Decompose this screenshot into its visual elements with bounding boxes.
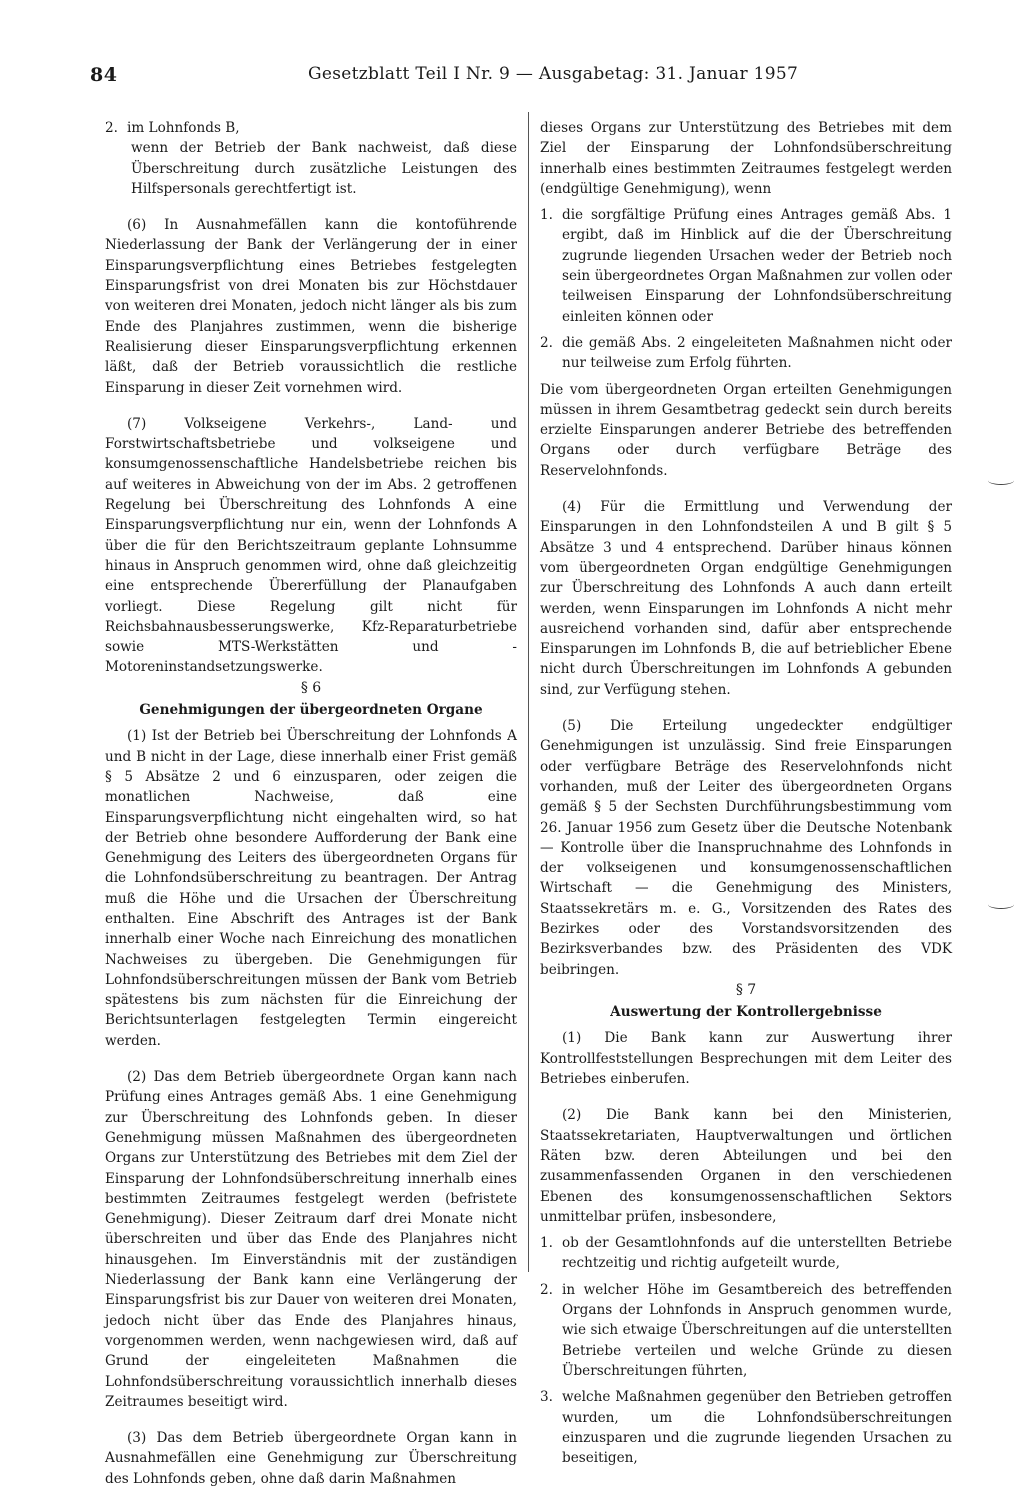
right-column xyxy=(540,118,952,1468)
list-item xyxy=(540,333,952,374)
item-body: wenn der Betrieb der Bank nachweist, daß diese Überschreitung durch zusätzliche Leistungen des Hilfspersonals gerechtfertigt ist. xyxy=(131,140,517,197)
list-item xyxy=(540,205,952,327)
item-text: die gemäß Abs. 2 eingeleiteten Maßnahmen nicht oder nur teilweise zum Erfolg führten. xyxy=(562,334,952,372)
running-title: Gesetzblatt Teil I Nr. 9 — Ausgabetag: 31. Januar 1957 xyxy=(308,64,799,84)
item-heading: im Lohnfonds B, xyxy=(127,120,240,136)
item-number: 3. xyxy=(540,1389,553,1406)
section-6-paragraph-2: (2) Das dem Betrieb übergeordnete Organ kann nach Prüfung eines Antrages gemäß Abs. 1 eine Genehmigung zur Überschreitung des Lohnfonds geben. In dieser Genehmigung müssen Maßnahmen des übergeordneten Organs zur Unterstützung des Betriebes mit dem Ziel der Einsparung der Lohnfondsüberschreitung innerhalb eines bestimmten Zeitraumes festgelegt werden (befristete Genehmigung). Dieser Zeitraum darf drei Monate nicht überschreiten und über das Ende des Planjahres nicht hinausgehen. Im Einverständnis mit der zuständigen Niederlassung der Bank kann eine Verlängerung der Einsparungsfrist bis zur Dauer von weiteren drei Monaten, jedoch nicht über das Ende des Planjahres hinaus, vorgenommen werden, wenn nachgewiesen wird, daß auf Grund der eingeleiteten Maßnahmen die Lohnfondsüberschreitung voraussichtlich innerhalb dieses Zeitraumes beseitigt wird. xyxy=(105,1069,517,1410)
item-number: 2. xyxy=(540,1281,553,1298)
section-7-title: Auswertung der Kontrollergebnisse xyxy=(610,1004,882,1021)
item-text: ob der Gesamtlohnfonds auf die unterstellten Betriebe rechtzeitig und richtig aufgeteilt wurde, xyxy=(562,1235,952,1272)
list-item xyxy=(105,118,517,138)
list-item xyxy=(540,1233,952,1274)
list-item xyxy=(540,1387,952,1468)
paragraph-5: (5) Die Erteilung ungedeckter endgültiger Genehmigungen ist unzulässig. Sind freie Einsparungen oder verfügbare Beträge des Reservelohnfonds nicht vorhanden, muß der Leiter des übergeordneten Organs gemäß § 5 der Sechsten Durchführungsbestimmung vom 26. Januar 1956 zum Gesetz über die Deutsche Notenbank — Kontrolle über die Inanspruchnahme des Lohnfonds in der volkseigenen und konsumgenossenschaftlichen Wirtschaft — die Genehmigung des Ministers, Staatssekretärs m. e. G., Vorsitzenden des Rates des Bezirkes oder des Vorstandsvorsitzenden des Bezirksverbandes bzw. des Präsidenten des VDK beibringen. xyxy=(540,718,952,978)
section-6-mark: § 6 xyxy=(300,679,322,696)
section-6-paragraph-1: (1) Ist der Betrieb bei Überschreitung der Lohnfonds A und B nicht in der Lage, diese innerhalb einer Frist gemäß § 5 Absätze 2 und 6 einzusparen, oder zeigen die monatlichen Nachweise, daß eine Einsparungsverpflichtung nicht eingehalten wird, so hat der Betrieb ohne besondere Aufforderung der Bank eine Genehmigung des Leiters des übergeordneten Organs für die Lohnfondsüberschreitung zu beantragen. Der Antrag muß die Höhe und die Ursachen der Überschreitung enthalten. Eine Abschrift des Antrages ist der Bank innerhalb einer Woche nach Einreichung des monatlichen Nachweises zu übergeben. Die Genehmigungen für Lohnfondsüberschreitungen müssen der Bank vom Betrieb spätestens bis zum nächsten für die Einreichung der Berichtsunterlagen festgelegten Termin eingereicht werden. xyxy=(105,728,517,1049)
paragraph-approvals: Die vom übergeordneten Organ erteilten Genehmigungen müssen in ihrem Gesamtbetrag gedeckt sein durch bereits erzielte Einsparungen anderer Betriebe des betreffenden Organs oder durch verfügbare Beträge des Reservelohnfonds. xyxy=(540,381,952,479)
section-7-mark: § 7 xyxy=(735,981,757,998)
item-number: 1. xyxy=(540,1235,553,1252)
column-divider xyxy=(528,112,529,1272)
left-column xyxy=(105,118,517,1489)
item-text: die sorgfältige Prüfung eines Antrages gemäß Abs. 1 ergibt, daß im Hinblick auf die der Überschreitung zugrunde liegenden Ursachen weder der Betrieb noch sein übergeordnetes Organ Maßnahmen zur vollen oder teilweisen Einsparung der Lohnfondsüberschreitung einleiten können oder xyxy=(562,207,952,325)
paragraph-6: (6) In Ausnahmefällen kann die kontoführende Niederlassung der Bank der Verlängerung der in einer Einsparungsverpflichtung eines Betriebes festgelegten Einsparungsfrist von drei Monaten bis zur Höchstdauer von weiteren drei Monaten, jedoch nicht länger als bis zum Ende des Planjahres zustimmen, wenn die bisherige Realisierung dieser Einsparungsverpflichtung erkennen läßt, daß der Betrieb voraussichtlich die restliche Einsparung in dieser Zeit vornehmen wird. xyxy=(105,217,517,396)
section-6-paragraph-3: (3) Das dem Betrieb übergeordnete Organ kann in Ausnahmefällen eine Genehmigung zur Überschreitung des Lohnfonds geben, ohne daß darin Maßnahmen xyxy=(105,1430,517,1487)
list-item xyxy=(540,1280,952,1381)
page-number: 84 xyxy=(90,64,118,86)
section-7-paragraph-1: (1) Die Bank kann zur Auswertung ihrer Kontrollfeststellungen Besprechungen mit dem Leiter des Betriebes einberufen. xyxy=(540,1030,952,1088)
margin-mark xyxy=(988,900,1014,909)
continued-paragraph: dieses Organs zur Unterstützung des Betriebes mit dem Ziel der Einsparung der Lohnfondsüberschreitung innerhalb eines bestimmten Zeitraumes festgelegt werden (endgültige Genehmigung), wenn xyxy=(540,120,952,197)
margin-mark xyxy=(988,476,1014,485)
section-6-title: Genehmigungen der übergeordneten Organe xyxy=(139,702,483,719)
paragraph-4: (4) Für die Ermittlung und Verwendung der Einsparungen in den Lohnfondsteilen A und B gilt § 5 Absätze 3 und 4 entsprechend. Darüber hinaus können vom übergeordneten Organ endgültige Genehmigungen zur Überschreitung des Lohnfonds A auch dann erteilt werden, wenn Einsparungen im Lohnfonds A nicht mehr ausreichend vorhanden sind, dafür aber entsprechende Einsparungen im Lohnfonds B, die auf betrieblicher Ebene nicht durch Überschreitungen im Lohnfonds A gebunden sind, zur Verfügung stehen. xyxy=(540,499,952,698)
item-text: welche Maßnahmen gegenüber den Betrieben getroffen wurden, um die Lohnfondsüberschreitungen einzusparen und die zugrunde liegenden Ursachen zu beseitigen, xyxy=(562,1389,952,1467)
item-number: 2. xyxy=(105,120,118,136)
item-text: in welcher Höhe im Gesamtbereich des betreffenden Organs der Lohnfonds in Anspruch genommen wurde, wie sich etwaige Überschreitungen auf die unterstellten Betriebe verteilen und welche Gründe zu diesen Überschreitungen führten, xyxy=(562,1281,952,1379)
item-number: 2. xyxy=(540,334,553,351)
paragraph-7: (7) Volkseigene Verkehrs-, Land- und Forstwirtschaftsbetriebe und volkseigene und konsumgenossenschaftliche Handelsbetriebe reichen bis auf weiteres in Abweichung von der im Abs. 2 getroffenen Regelung bei Überschreitung des Lohnfonds A eine Einsparungsverpflichtung nur ein, wenn der Lohnfonds A über die für den Berichtszeitraum geplante Lohnsumme hinaus in Anspruch genommen wird, ohne daß gleichzeitig eine entsprechende Übererfüllung der Planaufgaben vorliegt. Diese Regelung gilt nicht für Reichsbahnausbesserungswerke, Kfz-Reparaturbetriebe sowie MTS-Werkstätten und -Motoreninstandsetzungswerke. xyxy=(105,415,517,676)
page-header xyxy=(0,64,1024,92)
item-number: 1. xyxy=(540,207,553,224)
section-7-paragraph-2: (2) Die Bank kann bei den Ministerien, Staatssekretariaten, Hauptverwaltungen und örtlichen Räten bzw. deren Abteilungen und bei den zusammenfassenden Organen in den verschiedenen Ebenen des konsumgenossenschaftlichen Sektors unmittelbar prüfen, insbesondere, xyxy=(540,1107,952,1225)
